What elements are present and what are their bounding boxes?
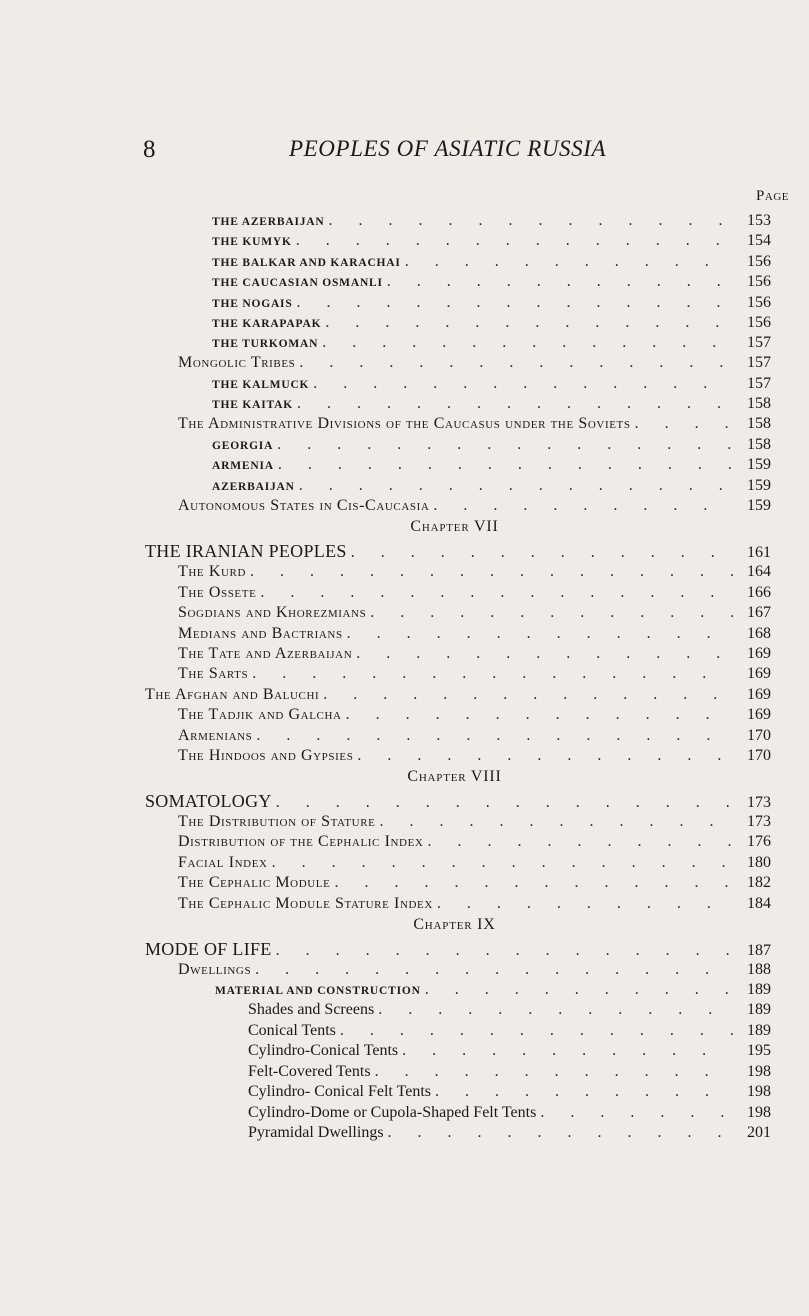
toc-entry-page: 198	[747, 1063, 771, 1080]
toc-entry-title: Cylindro- Conical Felt Tents	[248, 1083, 432, 1100]
dot-leader	[433, 497, 733, 515]
toc-entry-page: 169	[747, 706, 771, 723]
dot-leader	[379, 813, 733, 831]
toc-entry	[0, 563, 809, 581]
dot-leader	[252, 665, 733, 683]
dot-leader	[375, 1063, 733, 1081]
dot-leader	[323, 686, 733, 704]
toc-entry-title: THE KUMYK	[212, 236, 292, 248]
dot-leader	[299, 354, 733, 372]
toc-entry-title: MATERIAL AND CONSTRUCTION	[215, 985, 421, 997]
toc-entry-title: Sogdians and Khorezmians	[178, 604, 367, 621]
toc-entry-title: Distribution of the Cephalic Index	[178, 833, 424, 850]
toc-entry-title: Shades and Screens	[248, 1001, 375, 1018]
toc-entry-title: Dwellings	[178, 961, 252, 978]
toc-entry-page: 189	[747, 1022, 771, 1039]
dot-leader	[260, 584, 733, 602]
toc-entry-page: 189	[747, 1001, 771, 1018]
dot-leader	[635, 415, 733, 433]
running-head: PEOPLES OF ASIATIC RUSSIA	[289, 136, 607, 161]
toc-entry	[0, 1063, 809, 1081]
toc-entry	[0, 584, 809, 602]
toc-entry-page: 161	[747, 544, 771, 561]
dot-leader	[255, 961, 733, 979]
toc-entry	[0, 273, 809, 291]
dot-leader	[356, 645, 733, 663]
toc-entry-title: THE KARAPAPAK	[212, 318, 322, 330]
toc-entry-page: 156	[747, 273, 771, 290]
dot-leader	[299, 477, 733, 495]
toc-entry-title: AZERBAIJAN	[212, 481, 295, 493]
toc-entry-page: 187	[747, 942, 771, 959]
toc-entry	[0, 727, 809, 745]
toc-entry-title: The Tadjik and Galcha	[178, 706, 342, 723]
toc-entry-page: 164	[747, 563, 771, 580]
toc-entry-title: Cylindro-Dome or Cupola-Shaped Felt Tents	[248, 1104, 537, 1121]
toc-entry-page: 156	[747, 294, 771, 311]
toc-entry-page: 166	[747, 584, 771, 601]
toc-entry	[0, 294, 809, 312]
toc-entry-page: 189	[747, 981, 771, 998]
toc-entry	[0, 436, 809, 454]
toc-entry-title: Mongolic Tribes	[178, 354, 296, 371]
toc-entry-title: The Kurd	[178, 563, 247, 580]
toc-entry-title: Conical Tents	[248, 1022, 336, 1039]
toc-entry	[0, 253, 809, 271]
toc-entry	[0, 645, 809, 663]
dot-leader	[313, 375, 733, 393]
toc-entry-page: 156	[747, 253, 771, 270]
toc-entry	[0, 334, 809, 352]
toc-entry-title: THE IRANIAN PEOPLES	[145, 541, 347, 561]
toc-entry	[0, 1083, 809, 1101]
toc-entry-page: 169	[747, 686, 771, 703]
toc-entry	[0, 625, 809, 643]
toc-entry-page: 154	[747, 232, 771, 249]
toc-entry-page: 167	[747, 604, 771, 621]
toc-entry-title: Pyramidal Dwellings	[248, 1124, 384, 1141]
chapter-heading-text: Chapter VII	[410, 518, 499, 535]
toc-entry-title: THE NOGAIS	[212, 298, 293, 310]
chapter-heading	[0, 916, 809, 934]
dot-leader	[346, 706, 733, 724]
dot-leader	[347, 625, 733, 643]
toc-entry-title: The Hindoos and Gypsies	[178, 747, 354, 764]
toc-entry-page: 158	[747, 395, 771, 412]
toc-entry	[0, 833, 809, 851]
toc-entry-page: 159	[747, 456, 771, 473]
toc-entry-title: Medians and Bactrians	[178, 625, 343, 642]
dot-leader	[351, 544, 733, 562]
toc-entry-title: Cylindro-Conical Tents	[248, 1042, 399, 1059]
toc-entry-page: 153	[747, 212, 771, 229]
chapter-heading-text: Chapter VIII	[407, 768, 502, 785]
toc-entry-page: 158	[747, 436, 771, 453]
toc-entry-page: 198	[747, 1104, 771, 1121]
chapter-heading-text: Chapter IX	[413, 916, 496, 933]
toc-entry-title: THE KAITAK	[212, 399, 293, 411]
toc-entry-page: 176	[747, 833, 771, 850]
dot-leader	[297, 395, 733, 413]
dot-leader	[276, 794, 733, 812]
toc-entry-title: The Administrative Divisions of the Caucasus under the Soviets	[178, 415, 631, 432]
dot-leader	[277, 436, 733, 454]
dot-leader	[322, 334, 733, 352]
toc-entry	[0, 854, 809, 872]
toc-entry	[0, 961, 809, 979]
toc-entry-page: 188	[747, 961, 771, 978]
toc-entry-page: 159	[747, 497, 771, 514]
toc-entry	[0, 791, 809, 812]
toc-entry-title: THE AZERBAIJAN	[212, 216, 325, 228]
toc-entry-page: 158	[747, 415, 771, 432]
toc-entry	[0, 415, 809, 433]
toc-entry-title: The Tate and Azerbaijan	[178, 645, 353, 662]
page-number: 8	[143, 136, 156, 163]
toc-entry	[0, 874, 809, 892]
toc-entry-title: ARMENIA	[212, 460, 274, 472]
toc-entry	[0, 981, 809, 999]
toc-entry-title: MODE OF LIFE	[145, 939, 272, 959]
toc-entry	[0, 456, 809, 474]
toc-entry-page: 201	[747, 1124, 771, 1141]
toc-entry	[0, 375, 809, 393]
toc-entry-page: 157	[747, 354, 771, 371]
chapter-heading	[0, 518, 809, 536]
toc-entry	[0, 665, 809, 683]
dot-leader	[357, 747, 733, 765]
dot-leader	[276, 942, 733, 960]
dot-leader	[256, 727, 733, 745]
toc-entry	[0, 541, 809, 562]
toc-entry	[0, 314, 809, 332]
toc-entry-page: 195	[747, 1042, 771, 1059]
toc-entry-title: THE KALMUCK	[212, 379, 310, 391]
toc-entry-title: The Cephalic Module	[178, 874, 331, 891]
dot-leader	[437, 895, 733, 913]
toc-entry-title: THE BALKAR AND KARACHAI	[212, 257, 401, 269]
dot-leader	[278, 456, 733, 474]
toc-entry-page: 184	[747, 895, 771, 912]
toc-entry-page: 168	[747, 625, 771, 642]
toc-entry-page: 156	[747, 314, 771, 331]
toc-entry-page: 198	[747, 1083, 771, 1100]
toc-entry-page: 157	[747, 375, 771, 392]
toc-entry-page: 159	[747, 477, 771, 494]
dot-leader	[425, 981, 733, 999]
toc-entry-page: 169	[747, 645, 771, 662]
dot-leader	[378, 1001, 733, 1019]
dot-leader	[250, 563, 733, 581]
toc-entry-title: The Afghan and Baluchi	[145, 686, 320, 703]
dot-leader	[387, 273, 733, 291]
toc-entry	[0, 1022, 809, 1040]
toc-entry-page: 170	[747, 747, 771, 764]
chapter-heading	[0, 768, 809, 786]
toc-entry-title: Armenians	[178, 727, 253, 744]
toc-entry-title: The Ossete	[178, 584, 257, 601]
toc-entry-page: 173	[747, 813, 771, 830]
toc-entry-title: Felt-Covered Tents	[248, 1063, 371, 1080]
dot-leader	[370, 604, 733, 622]
toc-entry	[0, 395, 809, 413]
toc-entry	[0, 747, 809, 765]
dot-leader	[297, 294, 733, 312]
toc-entry	[0, 1124, 809, 1142]
toc-entry-title: The Sarts	[178, 665, 249, 682]
toc-entry-page: 180	[747, 854, 771, 871]
toc-entry-title: THE TURKOMAN	[212, 338, 319, 350]
toc-entry	[0, 477, 809, 495]
toc-entry-title: The Cephalic Module Stature Index	[178, 895, 433, 912]
dot-leader	[540, 1104, 733, 1122]
toc-entry-title: The Distribution of Stature	[178, 813, 376, 830]
toc-entry	[0, 1042, 809, 1060]
toc-entry	[0, 604, 809, 622]
dot-leader	[329, 212, 734, 230]
toc-entry	[0, 895, 809, 913]
toc-entry	[0, 939, 809, 960]
toc-entry-title: GEORGIA	[212, 440, 274, 452]
dot-leader	[334, 874, 733, 892]
dot-leader	[405, 253, 733, 271]
toc-entry-page: 157	[747, 334, 771, 351]
dot-leader	[325, 314, 733, 332]
toc-entry-title: Autonomous States in Cis-Caucasia	[178, 497, 430, 514]
toc-entry-page: 182	[747, 874, 771, 891]
dot-leader	[402, 1042, 733, 1060]
toc-entry-title: Facial Index	[178, 854, 268, 871]
toc-entry-title: THE CAUCASIAN OSMANLI	[212, 277, 383, 289]
toc-entry	[0, 354, 809, 372]
toc-entry	[0, 686, 809, 704]
dot-leader	[296, 232, 733, 250]
dot-leader	[272, 854, 733, 872]
toc-entry	[0, 813, 809, 831]
toc-entry-page: 169	[747, 665, 771, 682]
toc-entry-title: SOMATOLOGY	[145, 791, 272, 811]
dot-leader	[340, 1022, 733, 1040]
dot-leader	[435, 1083, 733, 1101]
dot-leader	[427, 833, 733, 851]
toc-entry	[0, 1104, 809, 1122]
toc-entry	[0, 232, 809, 250]
toc-entry-page: 170	[747, 727, 771, 744]
toc-entry	[0, 497, 809, 515]
page-column-label: Page	[756, 188, 789, 204]
toc-entry	[0, 706, 809, 724]
toc-entry	[0, 1001, 809, 1019]
toc-entry-page: 173	[747, 794, 771, 811]
toc-entry	[0, 212, 809, 230]
dot-leader	[388, 1124, 733, 1142]
